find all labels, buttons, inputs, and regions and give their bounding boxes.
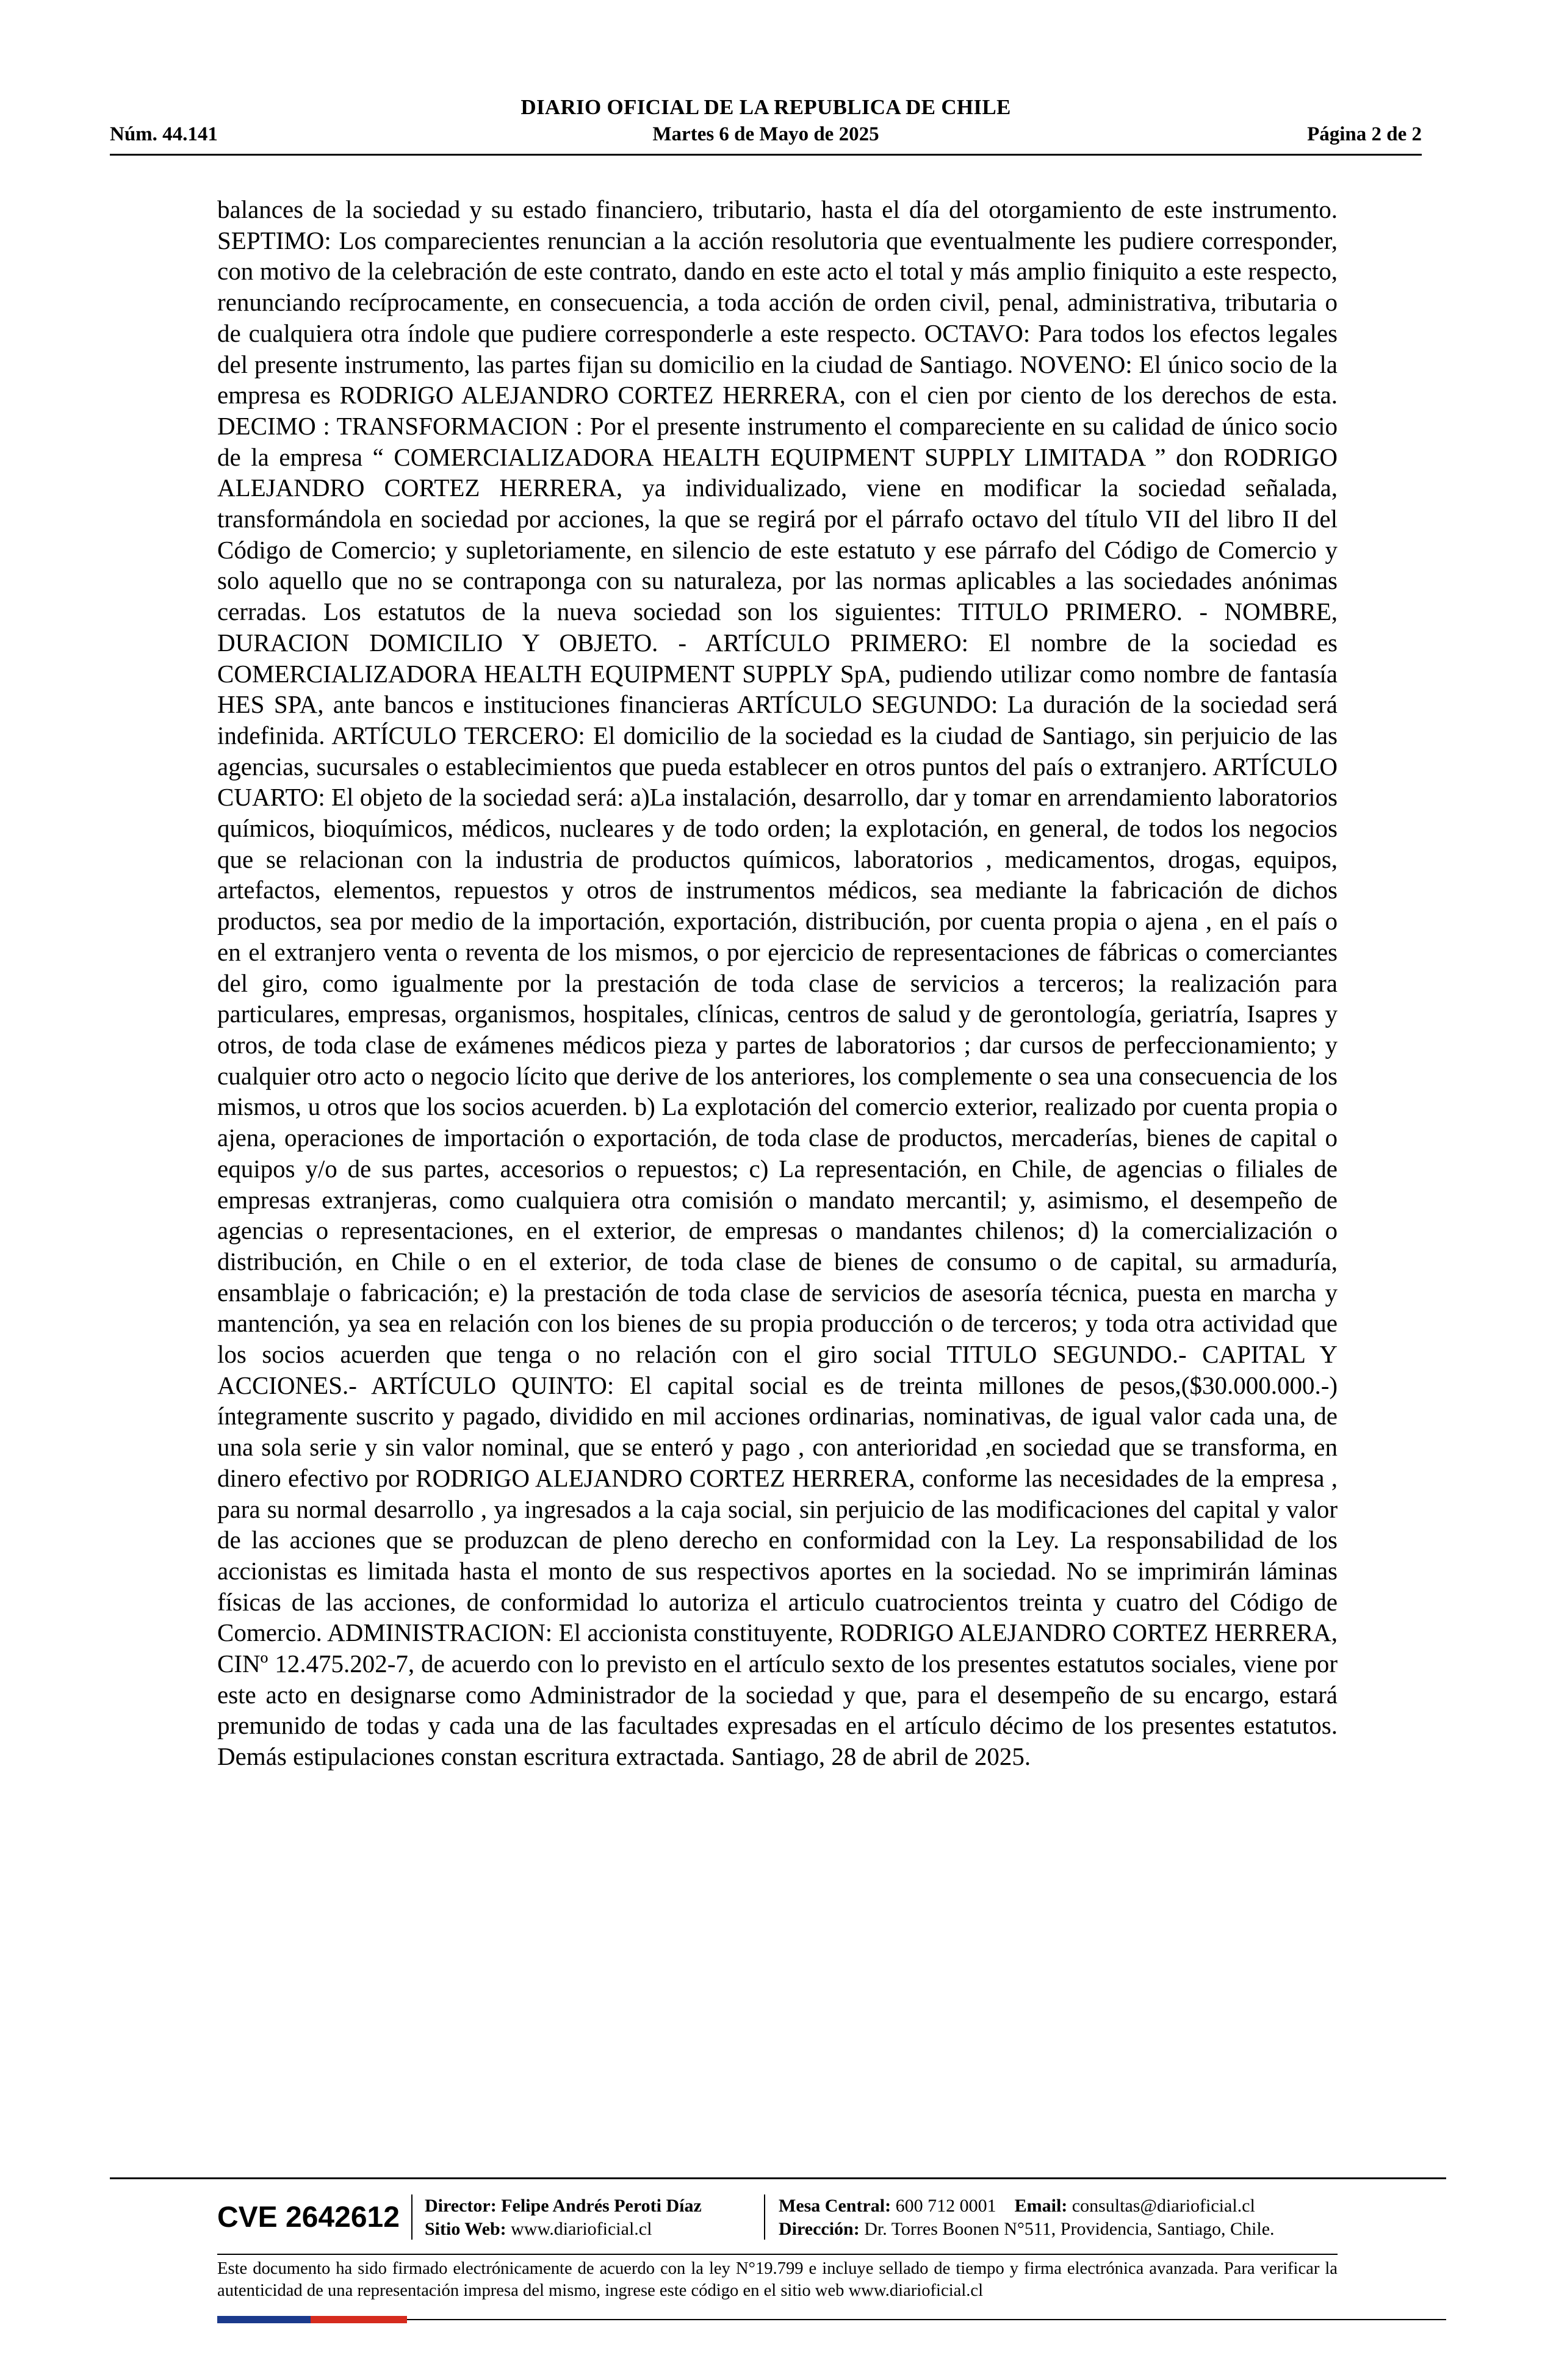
signature-disclaimer: Este documento ha sido firmado electrónicamente de acuerdo con la ley N°19.799 e incluye sellado de tiempo y firma electrónica avanzada. Para verificar la autenticidad de una representación impresa del mismo, ingrese este código en el sitio web www.diarioficial.cl [217,2259,1338,2300]
flag-stripe-red [311,2316,407,2323]
cve-code: CVE 2642612 [217,2201,400,2234]
footer-separator [764,2194,765,2240]
director-label: Director: [425,2196,497,2216]
publication-title: DIARIO OFICIAL DE LA REPUBLICA DE CHILE [520,95,1011,119]
address-label: Dirección: [779,2219,860,2239]
phone-number: 600 712 0001 [895,2196,996,2216]
footer-separator [411,2194,412,2240]
issue-date: Martes 6 de Mayo de 2025 [652,123,879,145]
page-header [110,93,1422,154]
website-link[interactable]: www.diarioficial.cl [511,2219,652,2239]
document-body: balances de la sociedad y su estado financiero, tributario, hasta el día del otorgamiento de este instrumento. SEPTIMO: Los comparecientes renuncian a la acción resolutoria que eventualmente les pudiere corresponder, con motivo de la celebración de este contrato, dando en este acto el total y más amplio finiquito a este respecto, renunciando recíprocamente, en consecuencia, a toda acción de orden civil, penal, administrativa, tributaria o de cualquiera otra índole que pudiere corresponderle a este respecto. OCTAVO: Para todos los efectos legales del presente instrumento, las partes fijan su domicilio en la ciudad de Santiago. NOVENO: El único socio de la empresa es RODRIGO ALEJANDRO CORTEZ HERRERA, con el cien por ciento de los derechos de esta. DECIMO : TRANSFORMACION : Por el presente instrumento el compareciente en su calidad de único socio de la empresa “ COMERCIALIZADORA HEALTH EQUIPMENT SUPPLY LIMITADA ” don RODRIGO ALEJANDRO CORTEZ HERRERA, ya individualizado, viene en modificar la sociedad señalada, transformándola en sociedad por acciones, la que se regirá por el párrafo octavo del título VII del libro II del Código de Comercio; y supletoriamente, en silencio de este estatuto y ese párrafo del Código de Comercio y solo aquello que no se contraponga con su naturaleza, por las normas aplicables a las sociedades anónimas cerradas. Los estatutos de la nueva sociedad son los siguientes: TITULO PRIMERO. - NOMBRE, DURACION DOMICILIO Y OBJETO. - ARTÍCULO PRIMERO: El nombre de la sociedad es COMERCIALIZADORA HEALTH EQUIPMENT SUPPLY SpA, pudiendo utilizar como nombre de fantasía HES SPA, ante bancos e instituciones financieras ARTÍCULO SEGUNDO: La duración de la sociedad será indefinida. ARTÍCULO TERCERO: El domicilio de la sociedad es la ciudad de Santiago, sin perjuicio de las agencias, sucursales o establecimientos que pueda establecer en otros puntos del país o extranjero. ARTÍCULO CUARTO: El objeto de la sociedad será: a)La instalación, desarrollo, dar y tomar en arrendamiento laboratorios químicos, bioquímicos, médicos, nucleares y de todo orden; la explotación, en general, de todos los negocios que se relacionan con la industria de productos químicos, laboratorios , medicamentos, drogas, equipos, artefactos, elementos, repuestos y otros de instrumentos médicos, sea mediante la fabricación de dichos productos, sea por medio de la importación, exportación, distribución, por cuenta propia o ajena , en el país o en el extranjero venta o reventa de los mismos, o por ejercicio de representaciones de fábricas o comerciantes del giro, como igualmente por la prestación de toda clase de servicios a terceros; la realización para particulares, empresas, organismos, hospitales, clínicas, centros de salud y de gerontología, geriatría, Isapres y otros, de toda clase de exámenes médicos pieza y partes de laboratorios ; dar cursos de perfeccionamiento; y cualquier otro acto o negocio lícito que derive de los anteriores, los complemente o sea una consecuencia de los mismos, u otros que los socios acuerden. b) La explotación del comercio exterior, realizado por cuenta propia o ajena, operaciones de importación o exportación, de toda clase de productos, mercaderías, bienes de capital o equipos y/o de sus partes, accesorios o repuestos; c) La representación, en Chile, de agencias o filiales de empresas extranjeras, como cualquiera otra comisión o mandato mercantil; y, asimismo, el desempeño de agencias o representaciones, en el exterior, de empresas o mandantes chilenos; d) la comercialización o distribución, en Chile o en el exterior, de toda clase de bienes de consumo o de capital, su armaduría, ensamblaje o fabricación; e) la prestación de toda clase de servicios de asesoría técnica, puesta en marcha y mantención, ya sea en relación con los bienes de su propia producción o de terceros; y toda otra actividad que los socios acuerden que tenga o no relación con el giro social TITULO SEGUNDO.- CAPITAL Y ACCIONES.- ARTÍCULO QUINTO: El capital social es de treinta millones de pesos,($30.000.000.-) íntegramente suscrito y pagado, dividido en mil acciones ordinarias, nominativas, de igual valor cada una, de una sola serie y sin valor nominal, que se enteró y pago , con anterioridad ,en sociedad que se transforma, en dinero efectivo por RODRIGO ALEJANDRO CORTEZ HERRERA, conforme las necesidades de la empresa , para su normal desarrollo , ya ingresados a la caja social, sin perjuicio de las modificaciones del capital y valor de las acciones que se produzcan de pleno derecho en conformidad con la Ley. La responsabilidad de los accionistas es limitada hasta el monto de sus respectivos aportes en la sociedad. No se imprimirán láminas físicas de las acciones, de conformidad lo autoriza el articulo cuatrocientos treinta y cuatro del Código de Comercio. ADMINISTRACION: El accionista constituyente, RODRIGO ALEJANDRO CORTEZ HERRERA, CINº 12.475.202-7, de acuerdo con lo previsto en el artículo sexto de los presentes estatutos sociales, viene por este acto en designarse como Administrador de la sociedad y que, para el desempeño de su encargo, estará premunido de todas y cada una de las facultades expresadas en el artículo décimo de los presentes estatutos. Demás estipulaciones constan escritura extractada. Santiago, 28 de abril de 2025. [217,195,1338,1771]
email-label: Email: [1014,2196,1068,2216]
footer-divider-middle [217,2254,1338,2255]
page-number: Página 2 de 2 [1307,123,1422,145]
address-value: Dr. Torres Boonen N°511, Providencia, Santiago, Chile. [864,2219,1275,2239]
footer-divider-top [110,2177,1446,2179]
phone-label: Mesa Central: [779,2196,891,2216]
footer-info [217,2190,1338,2245]
email-link[interactable]: consultas@diarioficial.cl [1072,2196,1255,2216]
issue-number: Núm. 44.141 [110,123,218,145]
director-name: Felipe Andrés Peroti Díaz [501,2196,702,2216]
footer-director-block [425,2194,702,2241]
footer-contact-block [779,2194,1275,2241]
website-label: Sitio Web: [425,2219,506,2239]
flag-stripe-blue [217,2316,311,2323]
header-divider [110,154,1422,156]
footer-divider-bottom [407,2319,1446,2320]
